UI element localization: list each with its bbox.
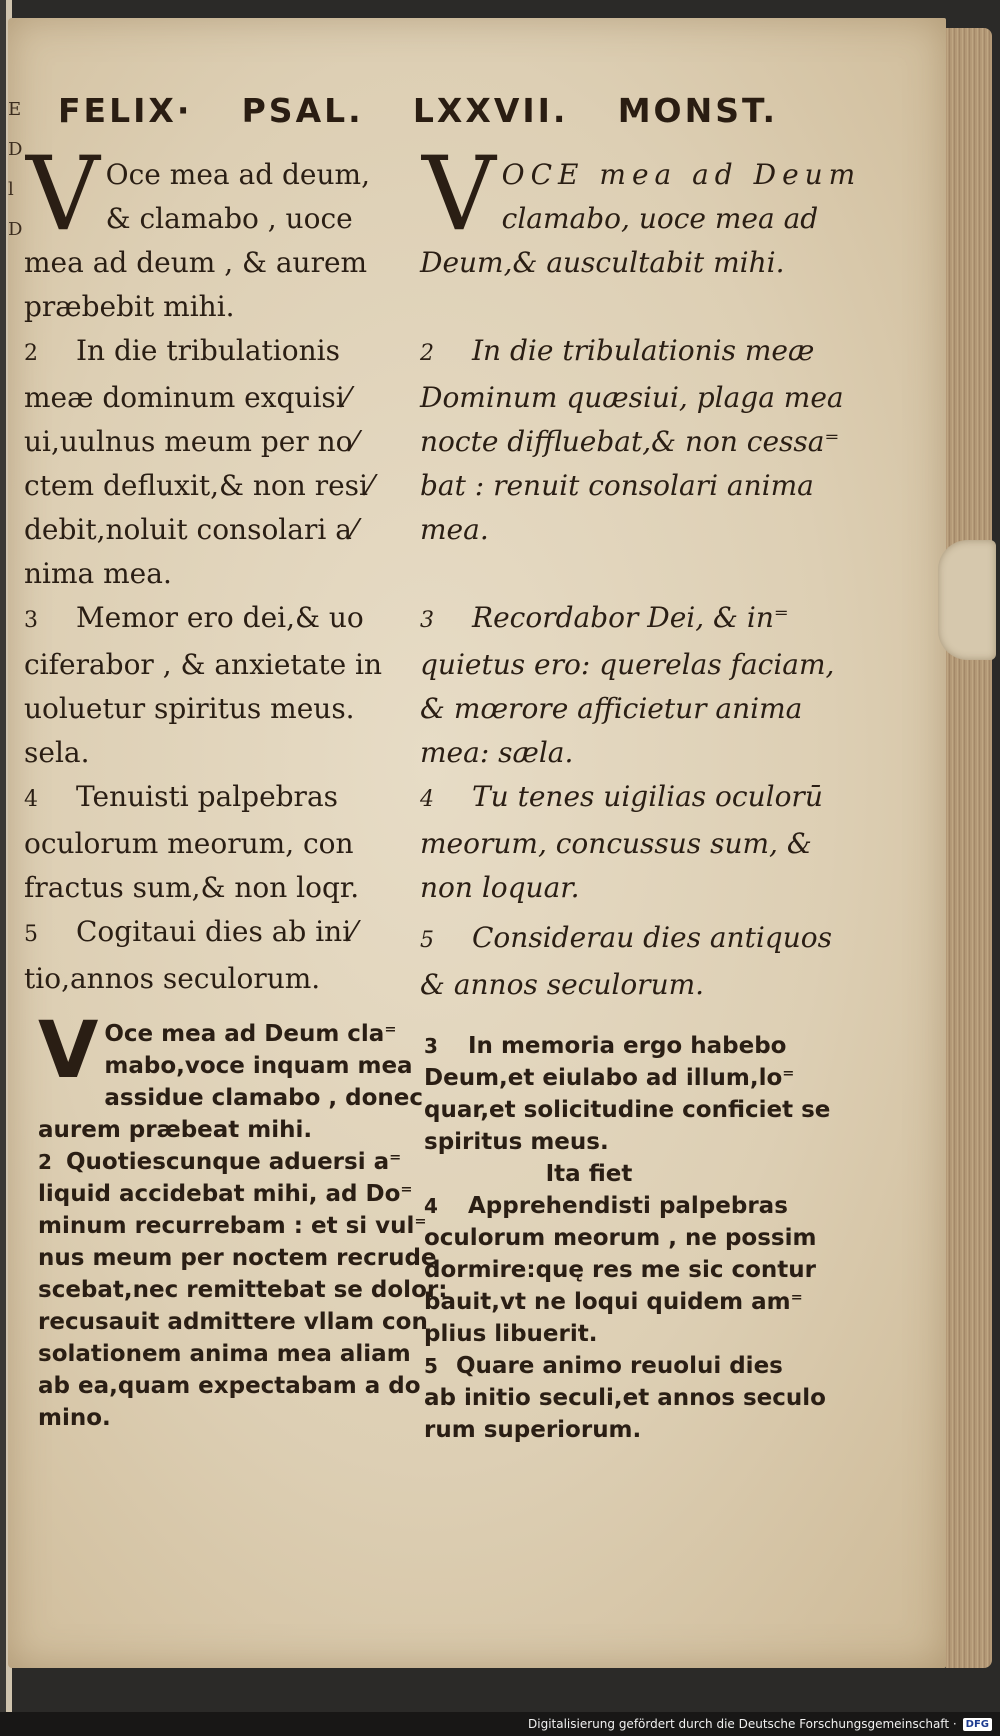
margin-fragment: E [8, 99, 22, 120]
verse-5 [424, 1350, 834, 1446]
verse-number: 5 [24, 922, 38, 947]
drop-cap: V [26, 135, 100, 254]
text-line: Deum,et eiulabo ad illum,lo⁼ [424, 1065, 795, 1091]
margin-fragment: D [8, 219, 23, 240]
column-felix-lower [38, 1006, 448, 1434]
verse-number: 4 [24, 787, 38, 812]
verse-number: 4 [424, 1194, 438, 1218]
text-line: Oce mea ad deum, [105, 158, 370, 191]
text-line: mea ad deum , & aurem [24, 246, 368, 279]
page-fore-edge [946, 28, 992, 1668]
text-line: aurem præbeat mihi. [38, 1117, 313, 1143]
text-line: 3 Memor ero dei,& uo [24, 596, 414, 643]
text-line: 4 Tu tenes uigilias oculorū [420, 775, 840, 822]
text-line: spiritus meus. [424, 1129, 609, 1155]
text-line: nima mea. [24, 557, 172, 590]
verse-number: 2 [420, 341, 434, 366]
text-line: clamabo, uoce mea ad [501, 202, 819, 235]
text-line: solationem anima mea aliam [38, 1341, 411, 1367]
text-line: quietus ero: querelas faciam, [420, 648, 835, 681]
verse-5 [24, 910, 414, 1001]
text-line: Deum,& auscultabit mihi. [420, 246, 785, 279]
text-line: mino. [38, 1405, 111, 1431]
text-line: meæ dominum exquisi⁄ [24, 381, 350, 414]
text-line: Ita fiet [545, 1161, 633, 1187]
text-line: assidue clamabo , donec [104, 1085, 424, 1111]
text-line: non loquar. [420, 871, 580, 904]
text-line: 5 Cogitaui dies ab ini⁄ [24, 910, 414, 957]
verse-number: 5 [424, 1354, 438, 1378]
text-line: nocte diffluebat,& non cessa⁼ [420, 425, 840, 458]
text-line: & mœrore afficietur anima [420, 692, 803, 725]
column-monst-upper [420, 135, 862, 1007]
text-line: ui,uulnus meum per no⁄ [24, 425, 358, 458]
text-line: mabo,voce inquam mea [104, 1053, 413, 1079]
verse-3 [424, 1030, 834, 1158]
text-line: quar,et solicitudine conficiet se [424, 1097, 831, 1123]
text-line: plius libuerit. [424, 1321, 598, 1347]
text-line: nus meum per noctem recrude [38, 1245, 437, 1271]
text-line: fractus sum,& non loqr. [24, 871, 360, 904]
text-line: Dominum quæsiui, plaga mea [420, 381, 844, 414]
text-line: & clamabo , uoce [105, 202, 353, 235]
text-line: ab initio seculi,et annos seculo [424, 1385, 826, 1411]
text-line: & annos seculorum. [420, 968, 705, 1001]
text-line: mea: sæla. [420, 736, 574, 769]
text-line: oculorum meorum , ne possim [424, 1225, 817, 1251]
margin-fragment: l [8, 179, 14, 200]
text-line: ciferabor , & anxietate in [24, 648, 383, 681]
verse-2 [24, 329, 414, 596]
text-line: 2 In die tribulationis meæ [420, 329, 840, 376]
text-line: 3 In memoria ergo habebo [424, 1030, 834, 1062]
verse-number: 3 [420, 608, 434, 633]
text-line: liquid accidebat mihi, ad Do⁼ [38, 1181, 413, 1207]
text-line: meorum, concussus sum, & [420, 827, 812, 860]
verse-4 [420, 775, 840, 910]
verse-number: 2 [24, 341, 38, 366]
verse-3 [24, 596, 414, 775]
text-line: tio,annos seculorum. [24, 962, 321, 995]
footer-credit: Digitalisierung gefördert durch die Deutsche Forschungsgemeinschaft · [528, 1717, 957, 1731]
text-line: rum superiorum. [424, 1417, 642, 1443]
drop-cap: V [422, 135, 496, 254]
verse-2 [420, 329, 844, 552]
text-line: debit,noluit consolari a⁄ [24, 513, 357, 546]
text-line: scebat,nec remittebat se dolor: [38, 1277, 448, 1303]
text-line: Oce mea ad Deum cla⁼ [104, 1021, 397, 1047]
running-head [58, 88, 778, 132]
running-head-felix: FELIX· [58, 90, 193, 130]
dfg-logo-icon: DFG [963, 1718, 992, 1731]
text-line: uoluetur spiritus meus. [24, 692, 355, 725]
verse-4 [24, 775, 414, 910]
text-line: ctem defluxit,& non resi⁄ [24, 469, 373, 502]
digitization-footer [0, 1712, 1000, 1736]
verse-number: 3 [424, 1034, 438, 1058]
verse-number: 2 [38, 1150, 52, 1174]
text-line: præbebit mihi. [24, 290, 235, 323]
text-line: ab ea,quam expectabam a do [38, 1373, 421, 1399]
text-line: 2 Quotiescunque aduersi a⁼ [38, 1146, 418, 1178]
text-line: sela. [24, 736, 90, 769]
running-head-monst: MONST. [617, 90, 778, 130]
column-felix-upper [24, 135, 414, 1001]
running-head-psal: PSAL. [241, 90, 364, 130]
verse-4 [424, 1190, 834, 1350]
verse-number: 5 [420, 928, 434, 953]
verse-number: 3 [24, 608, 38, 633]
text-line: 2 In die tribulationis [24, 329, 414, 376]
text-line: minum recurrebam : et si vul⁼ [38, 1213, 427, 1239]
verse-5 [420, 916, 840, 1007]
text-line: 5 Quare animo reuolui dies [424, 1350, 834, 1382]
text-line: 5 Considerau dies antiquos [420, 916, 840, 963]
text-line: recusauit admittere vllam con [38, 1309, 428, 1335]
margin-fragment: D [8, 139, 23, 160]
text-line: bauit,vt ne loqui quidem am⁼ [424, 1289, 803, 1315]
text-line: dormire:quę res me sic contur [424, 1257, 816, 1283]
text-line: 4 Apprehendisti palpebras [424, 1190, 834, 1222]
column-monst-lower [424, 1030, 834, 1446]
interjection [424, 1158, 834, 1190]
text-line: oculorum meorum, con [24, 827, 354, 860]
verse-2 [38, 1146, 448, 1434]
verse-3 [420, 596, 840, 775]
text-line: OCE mea ad Deum [501, 158, 862, 191]
text-line: bat : renuit consolari anima [420, 469, 814, 502]
text-line: mea. [420, 513, 489, 546]
text-line: 3 Recordabor Dei, & in⁼ [420, 596, 840, 643]
running-head-number: LXXVII. [412, 90, 569, 130]
drop-cap: V [38, 1006, 99, 1096]
text-line: 4 Tenuisti palpebras [24, 775, 414, 822]
book-clasp [938, 540, 996, 660]
verse-number: 4 [420, 787, 434, 812]
